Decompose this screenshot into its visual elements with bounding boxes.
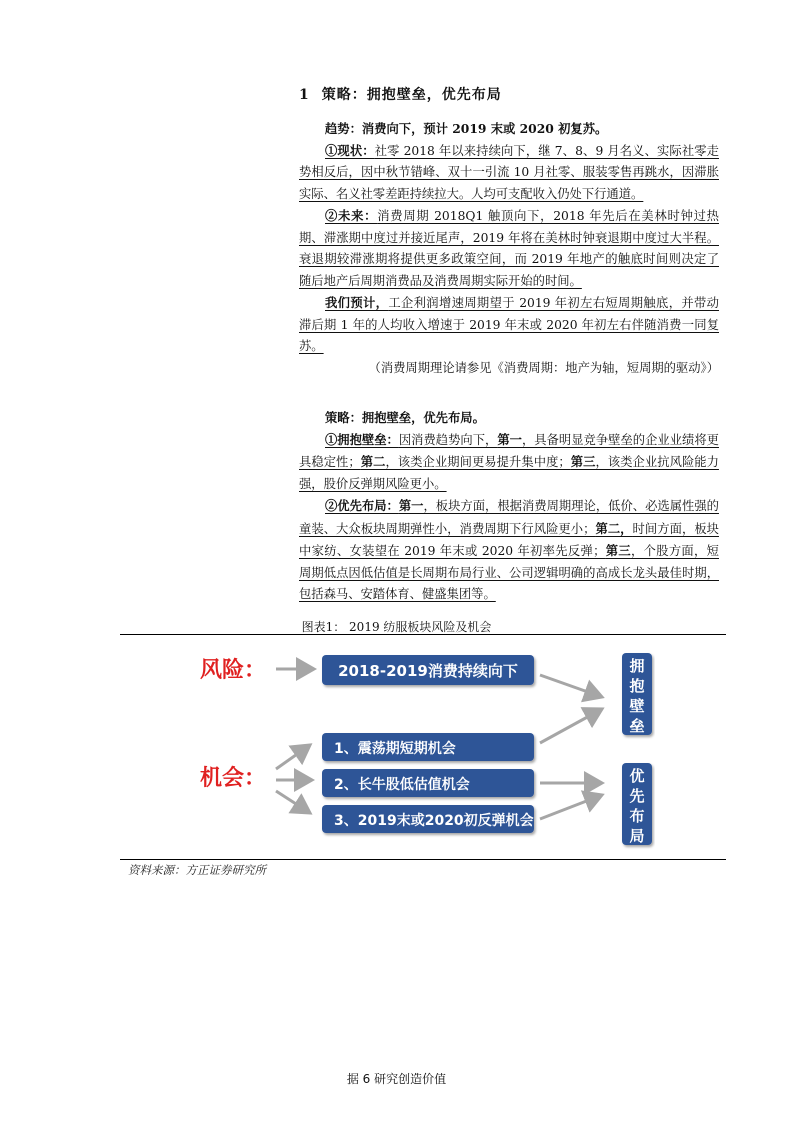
priority-char-1: 优 [629, 767, 645, 785]
opp-box-3 [322, 805, 534, 833]
source-note: 资料来源：方正证券研究所 [128, 863, 266, 877]
future-text: 消费周期 2018Q1 触顶向下，2018 年先后在美林时钟过热期、滞涨期中度过并接近尾声，2019 年将在美林时钟衰退期中度过大半程。衰退期较滞涨期将提供更多政策空间，而 2019 年地产的触底时间则决定了随后地产后周期消费品及消费周期实际开始的时间。 [299, 209, 719, 288]
future-label: ②未来： [325, 208, 378, 223]
strategy-heading: 策略：拥抱壁垒，优先布局。 [325, 410, 485, 425]
priority-layout-box [622, 763, 652, 845]
embrace-second: 第二 [360, 454, 386, 469]
page-footer: 据 6 研究创造价值 [346, 1072, 447, 1086]
strategy-priority-paragraph [299, 495, 719, 606]
embrace-char-1: 拥 [629, 657, 645, 675]
trend-section [299, 118, 719, 379]
priority-text-1: ，板块方面，根据消费周期理论，低价、必选属性强的童装、大众板块周期弹性小，消费周期下行风险更小； [299, 499, 719, 536]
opp-box-2-label: 2、长牛股低估值机会 [334, 777, 470, 793]
priority-char-4: 局 [629, 827, 645, 845]
embrace-text-4: ，该类企业抗风险能力强，股价反弹期风险更小。 [299, 455, 719, 491]
embrace-text-2: ，具备明显竞争壁垒的企业业绩将更具稳定性； [299, 432, 719, 469]
priority-char-3: 布 [629, 807, 645, 825]
priority-third: 第三 [605, 543, 631, 558]
arrow-to-embrace-2 [540, 709, 602, 743]
figure-caption: 图表1： 2019 纺服板块风险及机会 [301, 620, 492, 634]
strategy-section [299, 407, 719, 606]
embrace-third: 第三 [570, 454, 596, 469]
figure-diagram [120, 635, 726, 859]
trend-reference: （消费周期理论请参见《消费周期：地产为轴，短周期的驱动》） [368, 360, 719, 375]
arrow-to-priority-2 [540, 795, 602, 819]
current-label: ①现状： [325, 142, 375, 158]
priority-text-3: ，个股方面，短周期低点因低估值是长周期布局行业、公司逻辑明确的高成长龙头最佳时期，包括森马、安踏体育、健盛集团等。 [299, 544, 719, 601]
section-heading [299, 84, 502, 104]
current-text: 社零 2018 年以来持续向下，继 7、8、9 月名义、实际社零走势相反后，因中秋节错峰、双十一引流 10 月社零、服装零售再跳水，因滞胀实际、名义社零差距持续拉大。人均可支配收入仍处下行通道。 [299, 143, 719, 201]
embrace-barrier-box [622, 653, 652, 735]
figure-risk-opportunity [120, 634, 726, 860]
risk-box-label: 2018-2019消费持续向下 [338, 662, 518, 680]
embrace-label: ①拥抱壁垒： [325, 431, 399, 447]
embrace-text-1: 因消费趋势向下， [398, 432, 498, 447]
strategy-embrace-paragraph [299, 429, 719, 496]
opportunity-label: 机会： [200, 766, 267, 791]
arrow-opp-1 [276, 745, 310, 769]
opp-box-1 [322, 733, 534, 761]
embrace-text-3: ，该类企业期间更易提升集中度； [385, 455, 571, 469]
forecast-text: 工企利润增速周期望于 2019 年初左右短周期触底，并带动滞后期 1 年的人均收入增速于 2019 年末或 2020 年初左右伴随消费一同复苏。 [299, 296, 719, 353]
forecast-label: 我们预计， [325, 295, 389, 310]
section-number: 1 [299, 87, 310, 103]
trend-heading: 趋势：消费向下，预计 2019 末或 2020 初复苏。 [325, 121, 608, 136]
opp-box-1-label: 1、震荡期短期机会 [334, 741, 456, 757]
priority-text-2: 时间方面，板块中家纺、女装望在 2019 年末或 2020 年初率先反弹； [299, 521, 719, 558]
trend-current-paragraph [299, 140, 719, 206]
priority-second: 第二， [595, 520, 633, 536]
arrow-opp-3 [276, 791, 310, 813]
trend-future-paragraph [299, 205, 719, 292]
risk-label: 风险： [200, 658, 267, 683]
section-title: 策略：拥抱壁垒，优先布局 [321, 87, 502, 103]
priority-label: ②优先布局： [325, 498, 399, 513]
embrace-first: 第一 [497, 431, 522, 447]
arrow-to-embrace-1 [540, 675, 602, 697]
risk-box [322, 655, 534, 685]
opp-box-2 [322, 769, 534, 797]
embrace-char-3: 壁 [629, 697, 645, 715]
priority-char-2: 先 [629, 787, 645, 805]
embrace-char-4: 垒 [629, 717, 645, 735]
priority-first: 第一 [398, 498, 424, 513]
opp-box-3-label: 3、2019末或2020初反弹机会 [334, 813, 534, 829]
embrace-char-2: 抱 [629, 677, 645, 695]
trend-forecast-paragraph [299, 292, 719, 358]
